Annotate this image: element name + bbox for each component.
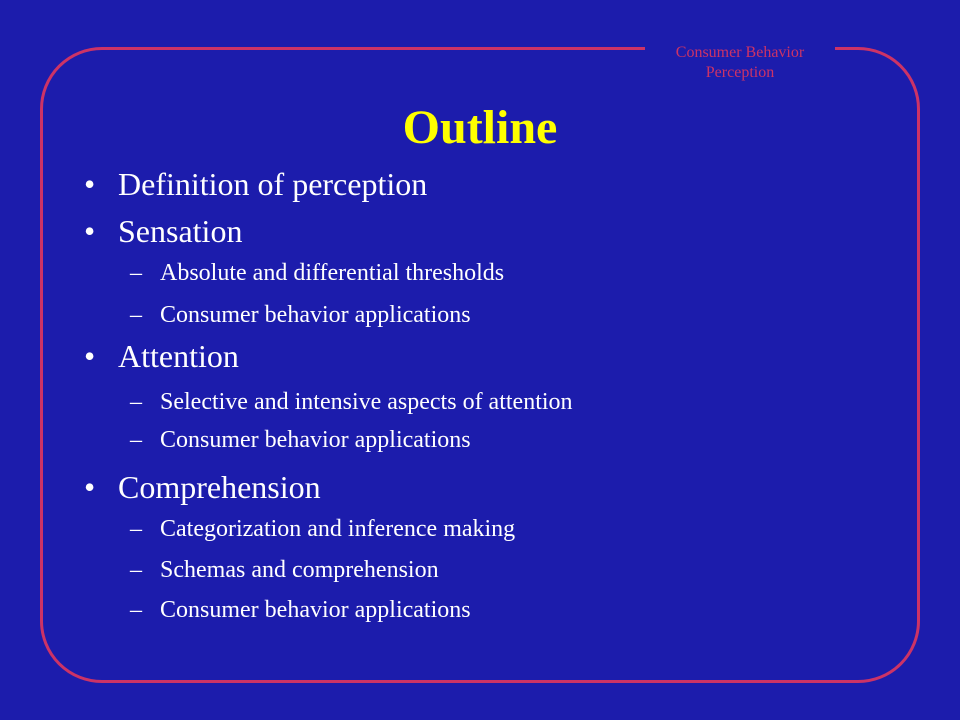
dash-marker: – (130, 302, 142, 328)
slide-title: Outline (402, 101, 558, 154)
header-topic: Perception (705, 64, 775, 81)
dash-marker: – (130, 389, 142, 415)
outline-subitem-text: Categorization and inference making (160, 516, 516, 542)
dash-marker: – (130, 516, 142, 542)
bullet-marker: • (84, 166, 96, 202)
dash-marker: – (130, 557, 142, 583)
outline-item-text: Definition of perception (118, 166, 428, 202)
outline-subitem-text: Consumer behavior applications (160, 597, 471, 623)
dash-marker: – (130, 597, 142, 623)
header-note (645, 43, 835, 83)
outline-subitem-text: Consumer behavior applications (160, 427, 471, 453)
outline-subitem-text: Selective and intensive aspects of attention (160, 389, 573, 415)
dash-marker: – (130, 260, 142, 286)
outline-subitem-text: Consumer behavior applications (160, 302, 471, 328)
dash-marker: – (130, 427, 142, 453)
outline-item-text: Attention (118, 338, 239, 374)
bullet-marker: • (84, 469, 96, 505)
outline-subitem-text: Schemas and comprehension (160, 557, 439, 583)
outline-item-text: Sensation (118, 213, 243, 249)
bullet-marker: • (84, 338, 96, 374)
outline-item-text: Comprehension (118, 469, 321, 505)
bullet-marker: • (84, 213, 96, 249)
header-course: Consumer Behavior (675, 44, 805, 61)
outline-subitem-text: Absolute and differential thresholds (160, 260, 505, 286)
